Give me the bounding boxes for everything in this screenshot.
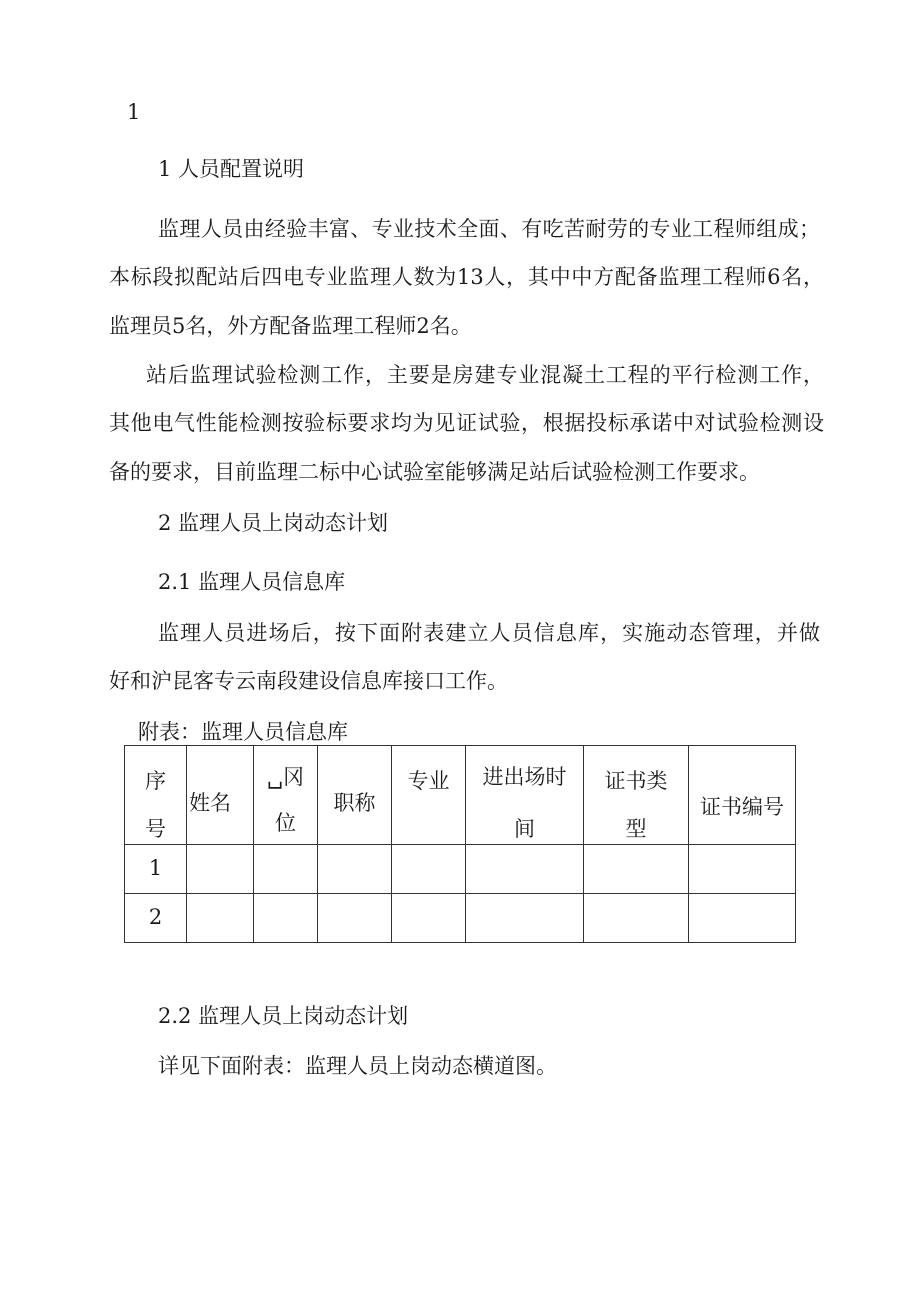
table-cell bbox=[254, 894, 318, 943]
table-cell bbox=[689, 894, 796, 943]
table-row bbox=[125, 845, 796, 894]
paragraph-line: 监理人员进场后，按下面附表建立人员信息库，实施动态管理，并做 bbox=[158, 621, 820, 645]
table-row bbox=[125, 894, 796, 943]
page-number: 1 bbox=[127, 100, 141, 124]
header-cell-position: ␣冈 位 bbox=[254, 746, 318, 845]
paragraph-line: 监理人员由经验丰富、专业技术全面、有吃苦耐劳的专业工程师组成； bbox=[158, 217, 820, 241]
table-header-row bbox=[125, 746, 796, 845]
paragraph-line: 监理员5名，外方配备监理工程师2名。 bbox=[109, 314, 472, 338]
subsection-heading-2-1: 2.1 监理人员信息库 bbox=[158, 570, 346, 594]
table-cell bbox=[318, 845, 392, 894]
header-cell-entry-exit-time: 进出场时 间 bbox=[466, 746, 584, 845]
personnel-info-table bbox=[124, 745, 796, 943]
table-cell bbox=[318, 894, 392, 943]
table-caption: 附表：监理人员信息库 bbox=[138, 720, 348, 744]
table-cell bbox=[254, 845, 318, 894]
table-cell bbox=[187, 894, 254, 943]
paragraph-line: 好和沪昆客专云南段建设信息库接口工作。 bbox=[109, 669, 508, 693]
header-cell-certificate-number: 证书编号 bbox=[689, 746, 796, 845]
paragraph-line: 其他电气性能检测按验标要求均为见证试验，根据投标承诺中对试验检测设 bbox=[109, 411, 824, 435]
header-cell-certificate-type: 证书类 型 bbox=[584, 746, 689, 845]
table-cell bbox=[689, 845, 796, 894]
section-heading-2: 2 监理人员上岗动态计划 bbox=[158, 511, 389, 535]
header-cell-title: 职称 bbox=[318, 746, 392, 845]
paragraph-gantt-reference: 详见下面附表：监理人员上岗动态横道图。 bbox=[158, 1054, 557, 1078]
paragraph-line: 站后监理试验检测工作，主要是房建专业混凝土工程的平行检测工作， bbox=[146, 363, 824, 387]
header-cell-specialty: 专业 bbox=[392, 746, 466, 845]
table-cell bbox=[187, 845, 254, 894]
paragraph-line: 本标段拟配站后四电专业监理人数为13人，其中中方配备监理工程师6名， bbox=[109, 265, 824, 289]
table-cell bbox=[466, 894, 584, 943]
table-cell: 2 bbox=[125, 894, 187, 943]
paragraph-line: 备的要求，目前监理二标中心试验室能够满足站后试验检测工作要求。 bbox=[109, 460, 760, 484]
table-cell: 1 bbox=[125, 845, 187, 894]
subsection-heading-2-2: 2.2 监理人员上岗动态计划 bbox=[158, 1004, 409, 1028]
table-cell bbox=[392, 845, 466, 894]
table-cell bbox=[584, 894, 689, 943]
section-heading-1: 1 人员配置说明 bbox=[158, 157, 305, 181]
header-cell-name: 姓名 bbox=[187, 746, 254, 845]
table-cell bbox=[392, 894, 466, 943]
header-cell-index: 序 号 bbox=[125, 746, 187, 845]
